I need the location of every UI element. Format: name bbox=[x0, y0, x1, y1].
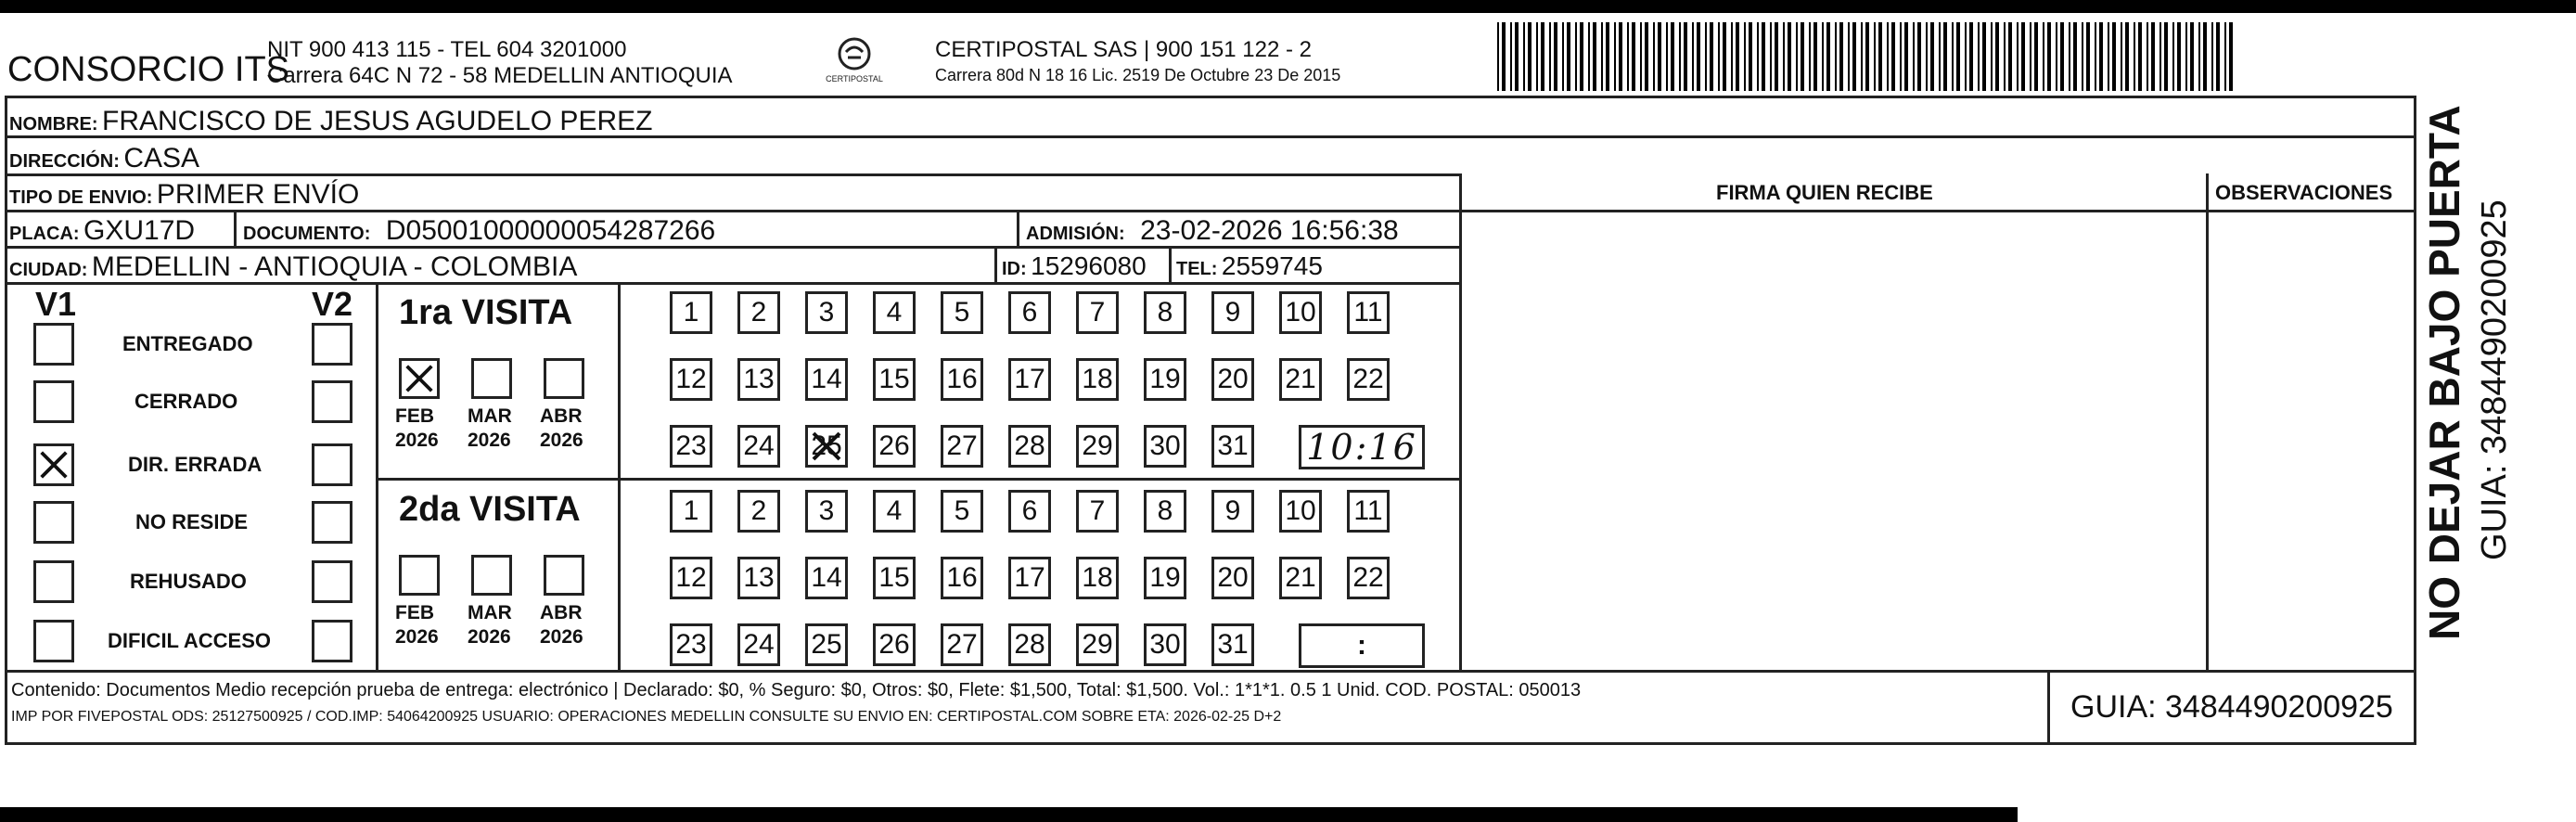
first-day-number: 13 bbox=[743, 364, 775, 394]
v2-checkbox-2[interactable] bbox=[312, 443, 352, 486]
first-day-number: 29 bbox=[1082, 430, 1113, 461]
second-day-number: 20 bbox=[1217, 562, 1249, 593]
footer-guia: GUIA: 3484490200925 bbox=[2070, 689, 2393, 725]
second-month-checkbox-0[interactable] bbox=[399, 555, 440, 596]
documento-label: DOCUMENTO: bbox=[243, 224, 371, 244]
first-day-number: 8 bbox=[1157, 297, 1173, 328]
first-day-9[interactable] bbox=[1211, 291, 1254, 334]
first-day-24[interactable] bbox=[737, 425, 780, 468]
tipo-envio-value: PRIMER ENVÍO bbox=[156, 179, 360, 210]
first-day-number: 3 bbox=[818, 297, 835, 328]
first-visit-title: 1ra VISITA bbox=[399, 293, 573, 332]
first-day-number: 18 bbox=[1082, 364, 1113, 394]
second-time-value: : bbox=[1357, 630, 1366, 661]
admision-label: ADMISIÓN: bbox=[1026, 224, 1125, 244]
status-label-1: CERRADO bbox=[135, 390, 238, 413]
footer-contenido: Contenido: Documentos Medio recepción prueba de entrega: electrónico | Declarado: $0, % Seguro: $0, Otros: $0, Flete: $1,500, Total: $1,500. Vol.: 1*1*1. 0.5 1 Unid. COD. POSTAL: 050013 bbox=[11, 680, 1582, 700]
nombre-value: FRANCISCO DE JESUS AGUDELO PEREZ bbox=[102, 106, 653, 136]
second-month-checkbox-1[interactable] bbox=[471, 555, 512, 596]
firma-header: FIRMA QUIEN RECIBE bbox=[1716, 181, 1933, 204]
v1-header: V1 bbox=[35, 285, 77, 323]
ciudad-value: MEDELLIN - ANTIOQUIA - COLOMBIA bbox=[91, 251, 578, 282]
status-label-5: DIFICIL ACCESO bbox=[108, 629, 272, 652]
first-day-number: 30 bbox=[1149, 430, 1181, 461]
second-day-11[interactable] bbox=[1347, 490, 1390, 533]
second-day-number: 25 bbox=[811, 629, 842, 660]
second-day-3[interactable] bbox=[805, 490, 848, 533]
first-day-number: 16 bbox=[946, 364, 978, 394]
direccion-label: DIRECCIÓN: bbox=[9, 151, 120, 172]
second-day-number: 28 bbox=[1014, 629, 1045, 660]
second-day-26[interactable] bbox=[873, 623, 916, 666]
second-day-number: 22 bbox=[1352, 562, 1384, 593]
second-day-7[interactable] bbox=[1076, 490, 1119, 533]
tel-value: 2559745 bbox=[1221, 251, 1323, 280]
second-day-number: 5 bbox=[954, 495, 970, 526]
second-day-12[interactable] bbox=[670, 557, 712, 599]
second-day-6[interactable] bbox=[1008, 490, 1051, 533]
first-day-11[interactable] bbox=[1347, 291, 1390, 334]
second-day-number: 27 bbox=[946, 629, 978, 660]
observaciones-header: OBSERVACIONES bbox=[2215, 181, 2393, 204]
first-day-number: 17 bbox=[1014, 364, 1045, 394]
first-month-label-1: MAR bbox=[468, 405, 512, 427]
first-day-20[interactable] bbox=[1211, 358, 1254, 401]
v1-checkbox-5[interactable] bbox=[33, 620, 74, 662]
second-day-31[interactable] bbox=[1211, 623, 1254, 666]
second-day-13[interactable] bbox=[737, 557, 780, 599]
v2-checkbox-4[interactable] bbox=[312, 560, 352, 603]
second-day-19[interactable] bbox=[1144, 557, 1186, 599]
second-day-23[interactable] bbox=[670, 623, 712, 666]
first-month-year-1: 2026 bbox=[468, 430, 511, 451]
second-day-8[interactable] bbox=[1144, 490, 1186, 533]
tipo-envio-label: TIPO DE ENVIO: bbox=[9, 187, 153, 208]
first-day-6[interactable] bbox=[1008, 291, 1051, 334]
v2-checkbox-3[interactable] bbox=[312, 501, 352, 544]
second-month-label-2: ABR bbox=[540, 602, 583, 623]
status-label-2: DIR. ERRADA bbox=[128, 453, 263, 476]
first-day-number: 6 bbox=[1021, 297, 1038, 328]
first-day-28[interactable] bbox=[1008, 425, 1051, 468]
second-day-2[interactable] bbox=[737, 490, 780, 533]
second-day-number: 26 bbox=[878, 629, 910, 660]
first-day-number: 7 bbox=[1089, 297, 1106, 328]
direccion-value: CASA bbox=[123, 143, 200, 173]
second-visit-title: 2da VISITA bbox=[399, 490, 581, 529]
first-day-12[interactable] bbox=[670, 358, 712, 401]
second-day-number: 6 bbox=[1021, 495, 1038, 526]
carrier-name: CERTIPOSTAL SAS | 900 151 122 - 2 bbox=[935, 37, 1312, 62]
second-day-9[interactable] bbox=[1211, 490, 1254, 533]
second-day-number: 17 bbox=[1014, 562, 1045, 593]
v2-checkbox-1[interactable] bbox=[312, 380, 352, 423]
v2-header: V2 bbox=[312, 285, 353, 323]
second-day-number: 31 bbox=[1217, 629, 1249, 660]
first-day-23[interactable] bbox=[670, 425, 712, 468]
v2-checkbox-0[interactable] bbox=[312, 323, 352, 366]
second-month-label-1: MAR bbox=[468, 602, 512, 623]
second-day-15[interactable] bbox=[873, 557, 916, 599]
first-day-1[interactable] bbox=[670, 291, 712, 334]
v1-checkbox-2[interactable] bbox=[33, 443, 74, 486]
first-day-21[interactable] bbox=[1279, 358, 1322, 401]
first-day-4[interactable] bbox=[873, 291, 916, 334]
second-day-25[interactable] bbox=[805, 623, 848, 666]
bottom-border-bar bbox=[0, 807, 2018, 822]
form-frame bbox=[5, 96, 2416, 745]
first-day-29[interactable] bbox=[1076, 425, 1119, 468]
second-day-number: 9 bbox=[1224, 495, 1241, 526]
second-day-30[interactable] bbox=[1144, 623, 1186, 666]
second-day-1[interactable] bbox=[670, 490, 712, 533]
company-name: CONSORCIO ITS bbox=[7, 50, 290, 89]
second-day-20[interactable] bbox=[1211, 557, 1254, 599]
second-day-number: 30 bbox=[1149, 629, 1181, 660]
first-day-number: 20 bbox=[1217, 364, 1249, 394]
second-day-number: 14 bbox=[811, 562, 842, 593]
first-day-31[interactable] bbox=[1211, 425, 1254, 468]
first-day-2[interactable] bbox=[737, 291, 780, 334]
second-day-5[interactable] bbox=[941, 490, 983, 533]
first-day-18[interactable] bbox=[1076, 358, 1119, 401]
id-value: 15296080 bbox=[1031, 251, 1147, 280]
status-label-3: NO RESIDE bbox=[135, 510, 249, 533]
first-day-13[interactable] bbox=[737, 358, 780, 401]
second-month-year-2: 2026 bbox=[540, 626, 583, 648]
second-day-number: 15 bbox=[878, 562, 910, 593]
second-day-27[interactable] bbox=[941, 623, 983, 666]
first-day-16[interactable] bbox=[941, 358, 983, 401]
second-day-number: 1 bbox=[683, 495, 699, 526]
carrier-address: Carrera 80d N 18 16 Lic. 2519 De Octubre 23 De 2015 bbox=[935, 66, 1341, 84]
second-month-year-0: 2026 bbox=[395, 626, 439, 648]
v1-checkbox-3[interactable] bbox=[33, 501, 74, 544]
tel-label: TEL: bbox=[1176, 259, 1218, 279]
placa-label: PLACA: bbox=[9, 224, 80, 244]
second-day-28[interactable] bbox=[1008, 623, 1051, 666]
first-month-year-0: 2026 bbox=[395, 430, 439, 451]
id-label: ID: bbox=[1002, 259, 1027, 279]
second-day-number: 4 bbox=[886, 495, 903, 526]
company-nit-tel: NIT 900 413 115 - TEL 604 3201000 bbox=[267, 37, 627, 62]
first-day-number: 2 bbox=[750, 297, 767, 328]
nombre-label: NOMBRE: bbox=[9, 114, 98, 135]
second-day-number: 29 bbox=[1082, 629, 1113, 660]
ciudad-label: CIUDAD: bbox=[9, 260, 88, 280]
first-day-number: 14 bbox=[811, 364, 842, 394]
logo-text: CERTIPOSTAL bbox=[826, 74, 883, 83]
first-day-30[interactable] bbox=[1144, 425, 1186, 468]
first-month-checkbox-0[interactable] bbox=[399, 358, 440, 399]
second-day-number: 10 bbox=[1285, 495, 1316, 526]
second-day-24[interactable] bbox=[737, 623, 780, 666]
first-month-year-2: 2026 bbox=[540, 430, 583, 451]
first-day-number: 4 bbox=[886, 297, 903, 328]
second-day-number: 12 bbox=[675, 562, 707, 593]
first-day-number: 19 bbox=[1149, 364, 1181, 394]
v1-checkbox-0[interactable] bbox=[33, 323, 74, 366]
second-day-21[interactable] bbox=[1279, 557, 1322, 599]
second-day-number: 16 bbox=[946, 562, 978, 593]
second-day-16[interactable] bbox=[941, 557, 983, 599]
first-day-8[interactable] bbox=[1144, 291, 1186, 334]
first-month-checkbox-2[interactable] bbox=[544, 358, 584, 399]
v1-checkbox-1[interactable] bbox=[33, 380, 74, 423]
second-day-14[interactable] bbox=[805, 557, 848, 599]
first-day-25[interactable] bbox=[805, 425, 848, 468]
first-day-5[interactable] bbox=[941, 291, 983, 334]
first-day-number: 10 bbox=[1285, 297, 1316, 328]
admision-value: 23-02-2026 16:56:38 bbox=[1140, 215, 1399, 246]
first-day-number: 23 bbox=[675, 430, 707, 461]
second-day-17[interactable] bbox=[1008, 557, 1051, 599]
no-dejar-bajo-puerta-text: NO DEJAR BAJO PUERTA bbox=[2420, 105, 2468, 640]
second-day-number: 3 bbox=[818, 495, 835, 526]
first-day-number: 15 bbox=[878, 364, 910, 394]
first-day-17[interactable] bbox=[1008, 358, 1051, 401]
first-day-number: 24 bbox=[743, 430, 775, 461]
second-day-18[interactable] bbox=[1076, 557, 1119, 599]
first-day-3[interactable] bbox=[805, 291, 848, 334]
certipostal-logo bbox=[813, 35, 896, 87]
first-day-number: 5 bbox=[954, 297, 970, 328]
second-day-number: 18 bbox=[1082, 562, 1113, 593]
first-day-number: 21 bbox=[1285, 364, 1316, 394]
first-day-number: 12 bbox=[675, 364, 707, 394]
first-day-number: 31 bbox=[1217, 430, 1249, 461]
first-day-number: 27 bbox=[946, 430, 978, 461]
barcode bbox=[1497, 22, 2237, 91]
second-day-22[interactable] bbox=[1347, 557, 1390, 599]
first-day-15[interactable] bbox=[873, 358, 916, 401]
first-day-number: 22 bbox=[1352, 364, 1384, 394]
status-label-0: ENTREGADO bbox=[122, 332, 253, 355]
first-day-19[interactable] bbox=[1144, 358, 1186, 401]
first-day-14[interactable] bbox=[805, 358, 848, 401]
v2-checkbox-5[interactable] bbox=[312, 620, 352, 662]
second-day-number: 11 bbox=[1353, 495, 1383, 526]
status-label-4: REHUSADO bbox=[130, 570, 247, 593]
first-day-number: 1 bbox=[683, 297, 699, 328]
first-month-checkbox-1[interactable] bbox=[471, 358, 512, 399]
guia-vertical-text: GUIA: 3484490200925 bbox=[2475, 199, 2514, 560]
first-day-7[interactable] bbox=[1076, 291, 1119, 334]
second-day-number: 23 bbox=[675, 629, 707, 660]
footer-imp: IMP POR FIVEPOSTAL ODS: 25127500925 / COD.IMP: 54064200925 USUARIO: OPERACIONES MEDELLIN CONSULTE SU ENVIO EN: CERTIPOSTAL.COM SOBRE ETA: 2026-02-25 D+2 bbox=[11, 709, 1282, 725]
second-month-year-1: 2026 bbox=[468, 626, 511, 648]
first-day-10[interactable] bbox=[1279, 291, 1322, 334]
company-address: Carrera 64C N 72 - 58 MEDELLIN ANTIOQUIA bbox=[267, 63, 733, 88]
v1-checkbox-4[interactable] bbox=[33, 560, 74, 603]
top-border-bar bbox=[0, 0, 2576, 13]
second-day-29[interactable] bbox=[1076, 623, 1119, 666]
second-day-number: 19 bbox=[1149, 562, 1181, 593]
first-day-number: 26 bbox=[878, 430, 910, 461]
first-month-label-2: ABR bbox=[540, 405, 583, 427]
second-day-4[interactable] bbox=[873, 490, 916, 533]
second-month-checkbox-2[interactable] bbox=[544, 555, 584, 596]
second-day-number: 8 bbox=[1157, 495, 1173, 526]
second-day-10[interactable] bbox=[1279, 490, 1322, 533]
first-month-label-0: FEB bbox=[395, 405, 434, 427]
first-day-26[interactable] bbox=[873, 425, 916, 468]
first-time-box[interactable] bbox=[1299, 425, 1425, 469]
documento-value: D05001000000054287266 bbox=[385, 215, 716, 246]
second-day-number: 21 bbox=[1285, 562, 1316, 593]
first-day-27[interactable] bbox=[941, 425, 983, 468]
placa-value: GXU17D bbox=[83, 215, 196, 246]
first-day-number: 9 bbox=[1224, 297, 1241, 328]
first-day-number: 28 bbox=[1014, 430, 1045, 461]
first-day-number: 25 bbox=[811, 430, 842, 461]
second-month-label-0: FEB bbox=[395, 602, 434, 623]
second-time-box[interactable] bbox=[1299, 623, 1425, 668]
first-time-value: 10:16 bbox=[1306, 427, 1417, 468]
first-day-number: 11 bbox=[1353, 297, 1383, 328]
second-day-number: 7 bbox=[1089, 495, 1106, 526]
first-day-22[interactable] bbox=[1347, 358, 1390, 401]
second-day-number: 2 bbox=[750, 495, 767, 526]
second-day-number: 13 bbox=[743, 562, 775, 593]
second-day-number: 24 bbox=[743, 629, 775, 660]
